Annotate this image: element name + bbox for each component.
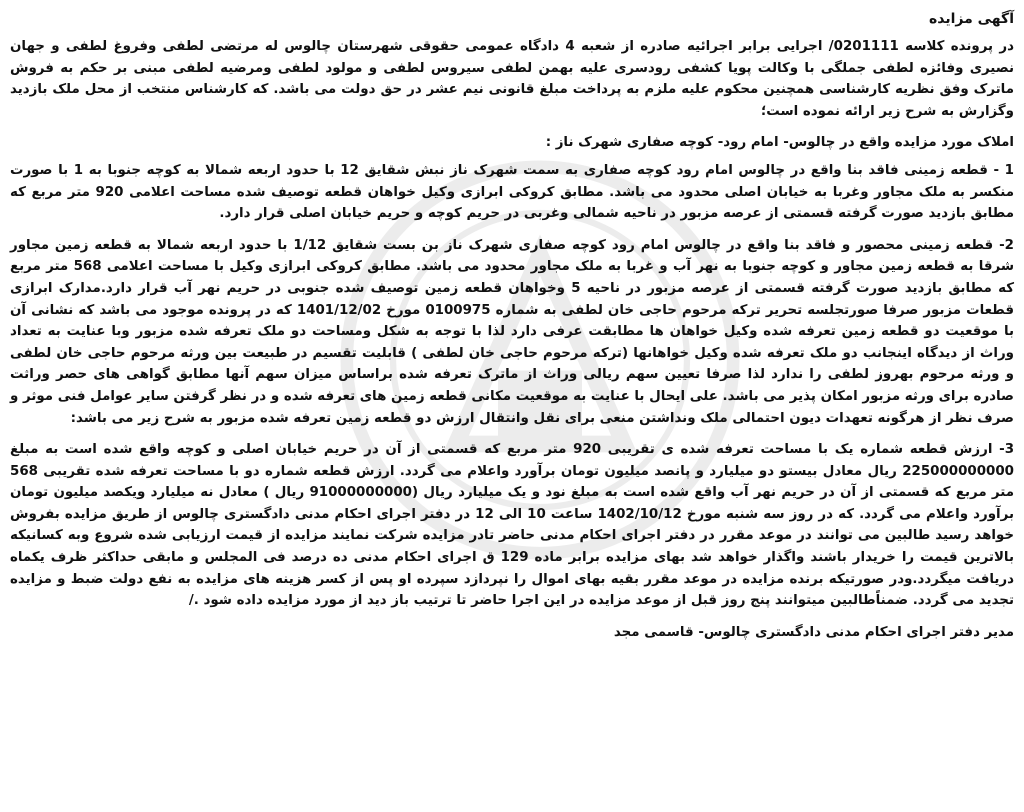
property-item-2: 2- قطعه زمینی محصور و فاقد بنا واقع در چالوس امام رود کوچه صفاری شهرک ناز بن بست شقایق 1/12 با حدود اربعه شمالا به قطعه زمین مجاور شرقا به قطعه زمین مجاور و کوچه جنوبا به نهر آب و غربا به ملک مجاور محدود می باشد. مطابق کروکی ابرازی وکیل با مساحت اعلامی 568 متر مربع که مطابق بازدید صورت گرفته قسمتی از عرصه مزبور در ناحیه 5 وخواهان قطعه زمین توصیف شده جنوبی در حریم نهر آب قرار دارد.مدارک ابرازی قطعات مزبور صرفا صورتجلسه تحریر ترکه مرحوم حاجی خان لطفی به شماره 0100975 مورخ 1401/12/02 که در پرونده موجود می باشد که نشانی آن با موقعیت دو قطعه زمین تعرفه شده وکیل خواهان ها مطابقت عرفی دارد لذا با توجه به شکل ومساحت دو ملک تعرفه شده مزبور وبا عنایت به تعداد وراث از دیدگاه اینجانب دو ملک تعرفه شده وکیل خواهانها (ترکه مرحوم حاجی خان لطفی ) قابلیت تقسیم در طبیعت بین ورثه مرحوم حاجی خان لطفی و ورثه مرحوم بهروز لطفی را ندارد لذا صرفا تعیین سهم ریالی وراث از ماترک تعرفه شده براساس میزان سهم آنها مطابق گواهی های حصر وراثت صادره برای ورثه مزبور امکان پذیر می باشد. علی ایحال با عنایت به موقعیت مکانی قطعه زمین های تعرفه شده و در نظر گرفتن سایر عوامل فنی موثر و صرف نظر از هرگونه تعهدات دیون احتمالی ملک ونداشتن منعی برای نقل وانتقال ارزش دو قطعه زمین تعرفه شده مزبور به شرح زیر می باشد: [10, 237, 1014, 426]
signature-line: مدیر دفتر اجرای احکام مدنی دادگستری چالوس- قاسمی مجد [613, 624, 1014, 640]
intro-paragraph: در پرونده کلاسه 0201111/ اجرایی برابر اجرائیه صادره از شعبه 4 دادگاه عمومی حقوقی شهرستان چالوس له مرتضی لطفی وفروغ لطفی و جهان نصیری وفائزه لطفی جملگی با وکالت پویا کشفی رودسری علیه بهمن لطفی سیروس لطفی و مولود لطفی ومرضیه لطفی مبنی بر حکم به فروش ماترک وفق نظریه کارشناسی همچنین محکوم علیه ملزم به پرداخت مبلغ قانونی نیم عشر در حق دولت می باشد. که کارشناس منتخب از محل ملک بازدید وگزارش به شرح زیر ارائه نموده است؛ [10, 39, 1014, 119]
property-item-1: 1 - قطعه زمینی فاقد بنا واقع در چالوس امام رود کوچه صفاری به سمت شهرک ناز نبش شقایق 12 با حدود اربعه شمالا به کوچه جنوبا به 1 با صورت منکسر به ملک مجاور وغربا به خیابان اصلی محدود می باشد. مطابق کروکی ابرازی وکیل خواهان قطعه توصیف شده مساحت اعلامی 920 متر مربع که مطابق بازدید صورت گرفته قسمتی از عرصه مزبور در ناحیه شمالی وغربی در حریم کوچه و حریم خیابان اصلی قرار دارد. [10, 162, 1015, 222]
location-heading: املاک مورد مزایده واقع در چالوس- امام رود- کوچه صفاری شهرک ناز : [545, 135, 1014, 151]
valuation-and-terms: 3- ارزش قطعه شماره یک با مساحت تعرفه شده ی تقریبی 920 متر مربع که قسمتی از آن در حریم خیابان اصلی و کوچه واقع شده است به مبلغ 225000000000 ریال معادل بیستو دو میلیارد و پانصد میلیون تومان برآورد واعلام می گردد. ارزش قطعه شماره دو با مساحت تعرفه شده تقریبی 568 متر مربع که قسمتی از آن در حریم نهر آب واقع شده است به مبلغ نود و یک میلیارد ریال (91000000000 ریال ) معادل نه میلیارد ویکصد میلیون تومان برآورد واعلام می گردد. که در روز سه شنبه مورخ 1402/10/12 ساعت 10 الی 12 در دفتر اجرای احکام مدنی دادگستری چالوس از طریق مزایده بفروش خواهد رسید طالبین می توانند در موعد مقرر در دفتر اجرای احکام مدنی حاضر تادر مزایده شرکت نمایند مزایده از قیمت ارزیابی شده شروع وبه کسانیکه بالاترین قیمت را خریدار باشند واگذار خواهد شد بهای مزایده برابر ماده 129 ق اجرای احکام مدنی ده درصد فی المجلس و مابقی حداکثر ظرف یکماه دریافت میگردد.ودر صورتیکه برنده مزایده در موعد مقرر بقیه بهای اموال را نپردازد سپرده او پس از کسر هزینه های مزایده به نفع دولت ضبط و مزایده تجدید می گردد. ضمناًطالبین میتوانند پنج روز قبل از موعد مزایده در این اجرا حاضر تا ترتیب باز دید از مورد مزایده داده شود ./ [10, 442, 1015, 609]
notice-title: آگهی مزایده [928, 11, 1014, 27]
